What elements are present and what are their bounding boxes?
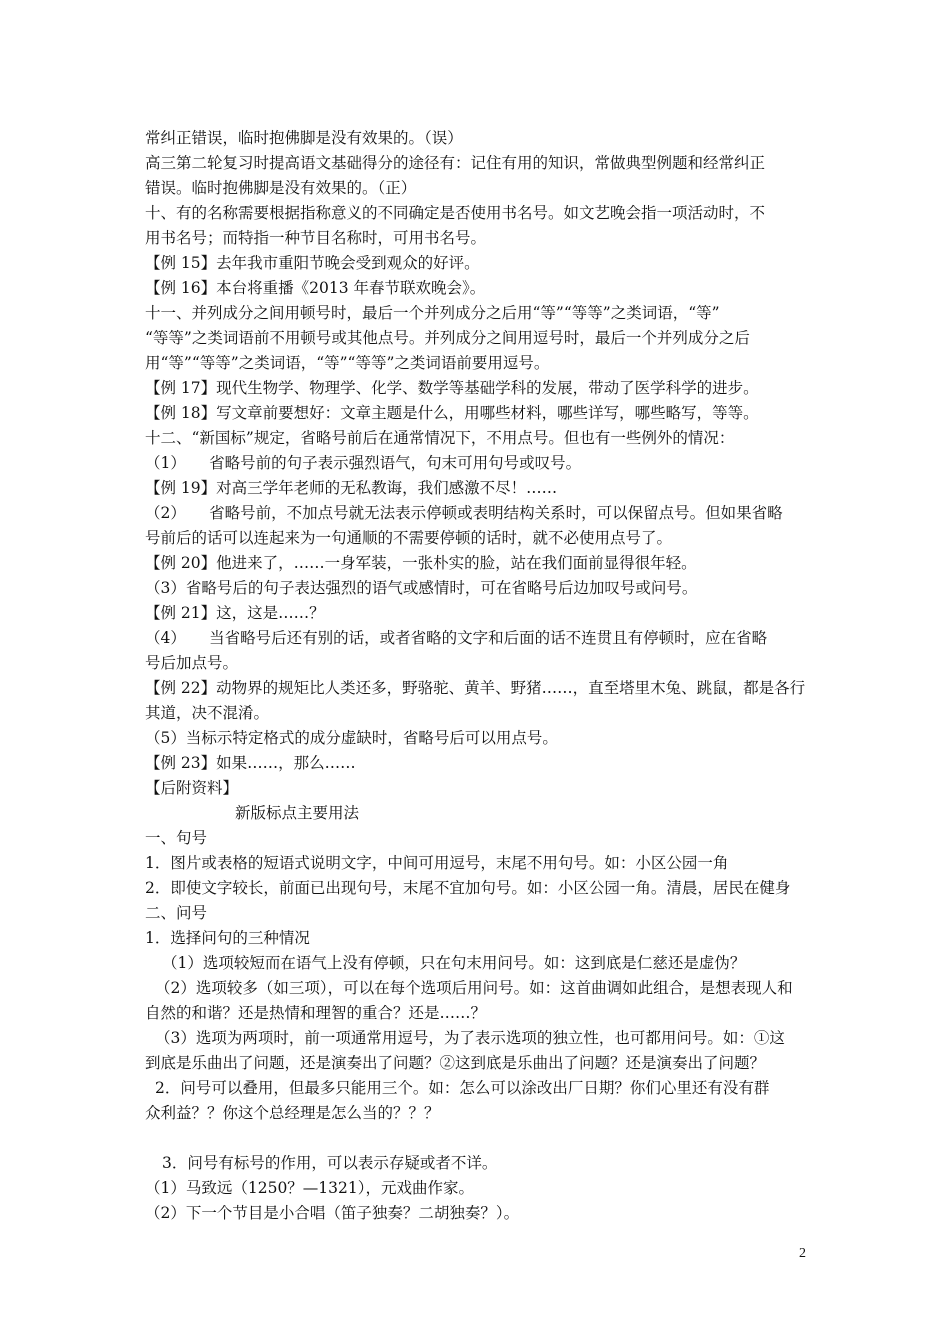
text-line: 号后加点号。 bbox=[145, 654, 239, 672]
text-line: 3．问号有标号的作用，可以表示存疑或者不详。 bbox=[162, 1154, 498, 1172]
text-line: 高三第二轮复习时提高语文基础得分的途径有：记住有用的知识，常做典型例题和经常纠正 bbox=[145, 154, 766, 172]
text-line: 错误。临时抱佛脚是没有效果的。（正） bbox=[145, 179, 417, 197]
text-line: 号前后的话可以连起来为一句通顺的不需要停顿的话时，就不必使用点号了。 bbox=[145, 529, 673, 547]
text-line: （1）马致远（1250？—1321），元戏曲作家。 bbox=[145, 1179, 475, 1197]
text-line: （1）选项较短而在语气上没有停顿，只在句末用问号。如：这到底是仁慈还是虚伪？ bbox=[162, 954, 746, 972]
text-line: （3）省略号后的句子表达强烈的语气或感情时，可在省略号后边加叹号或问号。 bbox=[145, 579, 698, 597]
text-line: 自然的和谐？还是热情和理智的重合？还是……？ bbox=[145, 1004, 487, 1022]
example-line: 【例 15】去年我市重阳节晚会受到观众的好评。 bbox=[145, 254, 480, 272]
text-line: 1．图片或表格的短语式说明文字，中间可用逗号，末尾不用句号。如：小区公园一角 bbox=[145, 854, 729, 872]
text-line: 用书名号；而特指一种节目名称时，可用书名号。 bbox=[145, 229, 487, 247]
text-line: 十一、并列成分之间用顿号时，最后一个并列成分之后用“等”“等等”之类词语，“等” bbox=[145, 304, 720, 322]
text-line: 十、有的名称需要根据指称意义的不同确定是否使用书名号。如文艺晚会指一项活动时，不 bbox=[145, 204, 766, 222]
text-line: 到底是乐曲出了问题，还是演奏出了问题？②这到底是乐曲出了问题？还是演奏出了问题？ bbox=[145, 1054, 766, 1072]
page-number: 2 bbox=[799, 1246, 806, 1261]
text-line: 常纠正错误，临时抱佛脚是没有效果的。（误） bbox=[145, 129, 463, 147]
text-line: 2．问号可以叠用，但最多只能用三个。如：怎么可以涂改出厂日期？你们心里还有没有群 bbox=[155, 1079, 770, 1097]
text-line: （2）下一个节目是小合唱（笛子独奏？二胡独奏？）。 bbox=[145, 1204, 520, 1222]
example-line: 【例 23】如果……，那么…… bbox=[145, 754, 356, 772]
text-line: （1） 省略号前的句子表示强烈语气，句末可用句号或叹号。 bbox=[145, 454, 582, 472]
example-line: 【例 19】对高三学年老师的无私教诲，我们感激不尽！…… bbox=[145, 479, 558, 497]
example-line: 【例 16】本台将重播《2013 年春节联欢晚会》。 bbox=[145, 279, 486, 297]
text-line: （4） 当省略号后还有别的话，或者省略的文字和后面的话不连贯且有停顿时，应在省略 bbox=[145, 629, 768, 647]
example-line: 【例 21】这，这是……？ bbox=[145, 604, 325, 622]
text-line: （5）当标示特定格式的成分虚缺时，省略号后可以用点号。 bbox=[145, 729, 558, 747]
text-line: 1．选择问句的三种情况 bbox=[145, 929, 310, 947]
text-line: 用“等”“等等”之类词语，“等”“等等”之类词语前要用逗号。 bbox=[145, 354, 550, 372]
text-line: （2）选项较多（如三项），可以在每个选项后用问号。如：这首曲调如此组合，是想表现人和 bbox=[155, 979, 793, 997]
appendix-heading: 【后附资料】 bbox=[145, 779, 239, 797]
text-line: （2） 省略号前，不加点号就无法表示停顿或表明结构关系时，可以保留点号。但如果省略 bbox=[145, 504, 783, 522]
example-line: 【例 22】动物界的规矩比人类还多，野骆驼、黄羊、野猪……，直至塔里木兔、跳鼠，都是各行 bbox=[145, 679, 806, 697]
example-line: 【例 17】现代生物学、物理学、化学、数学等基础学科的发展，带动了医学科学的进步。 bbox=[145, 379, 759, 397]
section-heading: 二、问号 bbox=[145, 904, 208, 922]
text-line: 2．即使文字较长，前面已出现句号，末尾不宜加句号。如：小区公园一角。清晨，居民在健身 bbox=[145, 879, 791, 897]
text-line: 其道，决不混淆。 bbox=[145, 704, 270, 722]
text-line: 十二、“新国标”规定，省略号前后在通常情况下，不用点号。但也有一些例外的情况： bbox=[145, 429, 735, 447]
example-line: 【例 18】写文章前要想好：文章主题是什么，用哪些材料，哪些详写，哪些略写，等等。 bbox=[145, 404, 759, 422]
section-heading: 一、句号 bbox=[145, 829, 208, 847]
text-line: 众利益？？你这个总经理是怎么当的？？？ bbox=[145, 1104, 440, 1122]
text-line: （3）选项为两项时，前一项通常用逗号，为了表示选项的独立性，也可都用问号。如：①这 bbox=[155, 1029, 785, 1047]
appendix-title: 新版标点主要用法 bbox=[235, 804, 360, 822]
example-line: 【例 20】他进来了，……一身军装，一张朴实的脸，站在我们面前显得很年轻。 bbox=[145, 554, 697, 572]
text-line: “等等”之类词语前不用顿号或其他点号。并列成分之间用逗号时，最后一个并列成分之后 bbox=[145, 329, 750, 347]
